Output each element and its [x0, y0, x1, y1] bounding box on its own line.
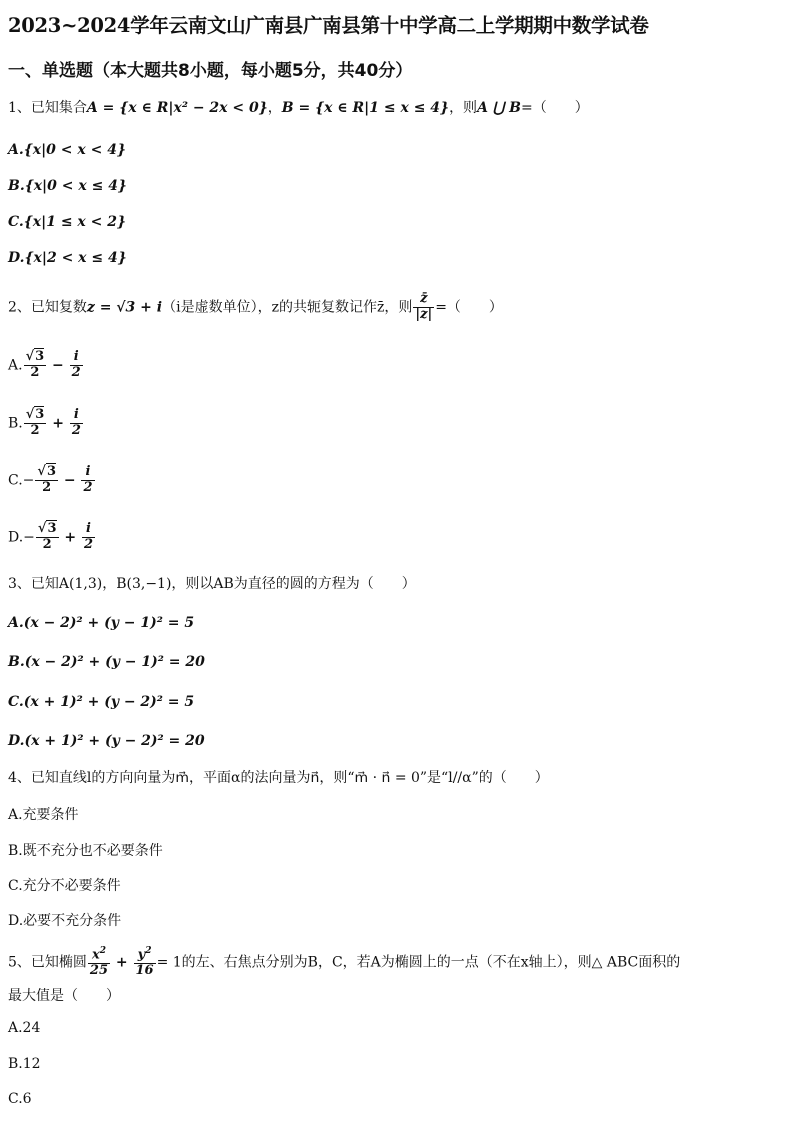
ellipse-y-term: $\frac{y^2}{16}$: [135, 946, 154, 979]
ellipse-x-term: $\frac{x^2}{25}$: [89, 946, 109, 979]
question-2-option-b[interactable]: B. $\frac{√3}{2}$ + $\frac{i}{2}$: [8, 407, 81, 438]
question-5-stem-line-2: 最大值是（ ）: [8, 988, 120, 1004]
question-1-option-c[interactable]: C.{x|1 ≤ x < 2}: [8, 214, 127, 230]
section-heading: 一、单选题（本大题共8小题，每小题5分，共40分）: [8, 61, 413, 81]
question-3-stem: 3、已知A(1,3)，B(3,−1)，则以AB为直径的圆的方程为（ ）: [8, 576, 416, 592]
question-1-option-b[interactable]: B.{x|0 < x ≤ 4}: [8, 178, 127, 194]
question-1-stem: 1、已知集合A = {x ∈ R|x² − 2x < 0}，B = {x ∈ R|1 ≤ x ≤ 4}，则A ⋃ B=（ ）: [8, 100, 589, 116]
question-2-option-a[interactable]: A. $\frac{√3}{2}$ − $\frac{i}{2}$: [8, 349, 81, 380]
question-4-option-b[interactable]: B.既不充分也不必要条件: [8, 843, 163, 859]
question-4-stem: 4、已知直线l的方向向量为m⃗，平面α的法向量为n⃗，则“m⃗ · n⃗ = 0”是“l//α”的（ ）: [8, 770, 549, 786]
question-2-stem: 2、已知复数z = √3 + i（i是虚数单位），z的共轭复数记作z̄，则 $\frac{z̄}{|z|}$ =（ ）: [8, 291, 503, 322]
question-3-option-b[interactable]: B.(x − 2)² + (y − 1)² = 20: [8, 654, 205, 670]
question-4-option-a[interactable]: A.充要条件: [8, 807, 79, 823]
question-5-option-b[interactable]: B.12: [8, 1056, 41, 1072]
question-5-option-a[interactable]: A.24: [8, 1020, 41, 1036]
conj-over-modulus-fraction: $\frac{z̄}{|z|}$: [415, 291, 433, 322]
question-1-option-a[interactable]: A.{x|0 < x < 4}: [8, 142, 126, 158]
question-4-option-c[interactable]: C.充分不必要条件: [8, 878, 121, 894]
question-2-option-d[interactable]: D.− $\frac{√3}{2}$ + $\frac{i}{2}$: [8, 521, 94, 552]
question-4-option-d[interactable]: D.必要不充分条件: [8, 913, 122, 929]
question-3-option-c[interactable]: C.(x + 1)² + (y − 2)² = 5: [8, 694, 195, 710]
question-5-option-c[interactable]: C.6: [8, 1091, 32, 1107]
question-3-option-d[interactable]: D.(x + 1)² + (y − 2)² = 20: [8, 733, 205, 749]
question-3-option-a[interactable]: A.(x − 2)² + (y − 1)² = 5: [8, 615, 195, 631]
question-2-option-c[interactable]: C.− $\frac{√3}{2}$ − $\frac{i}{2}$: [8, 464, 93, 495]
question-5-stem: 5、已知椭圆 $\frac{x^2}{25}$ + $\frac{y^2}{16}$ = 1的左、右焦点分别为B，C，若A为椭圆上的一点（不在x轴上），则△ ABC面积的: [8, 946, 681, 979]
question-1-option-d[interactable]: D.{x|2 < x ≤ 4}: [8, 250, 127, 266]
page-title: 2023~2024学年云南文山广南县广南县第十中学高二上学期期中数学试卷: [8, 14, 649, 37]
